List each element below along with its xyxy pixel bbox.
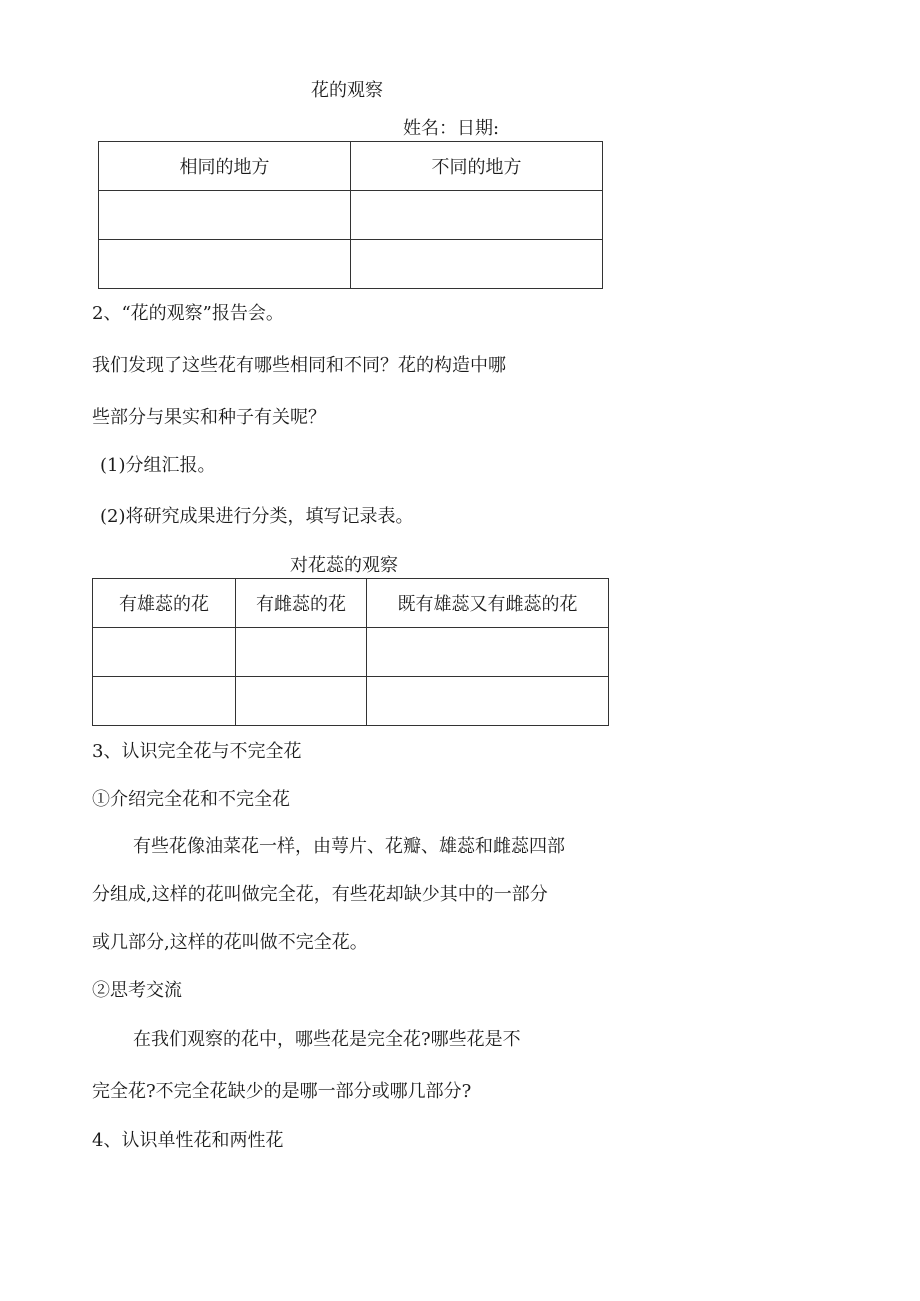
table-cell[interactable]: [93, 677, 236, 726]
header-different: 不同的地方: [351, 142, 603, 191]
header-stamen-flower: 有雄蕊的花: [93, 579, 236, 628]
table-cell[interactable]: [99, 240, 351, 289]
paragraph2-line1: 在我们观察的花中，哪些花是完全花?哪些花是不: [133, 1029, 521, 1050]
header-same: 相同的地方: [99, 142, 351, 191]
section3-heading: 3、认识完全花与不完全花: [92, 741, 302, 762]
paragraph1-line2: 分组成,这样的花叫做完全花，有些花却缺少其中的一部分: [92, 884, 548, 905]
subsection-intro: ①介绍完全花和不完全花: [92, 789, 290, 810]
table-header-row: [93, 579, 609, 628]
section2-heading: 2、“花的观察”报告会。: [92, 303, 284, 324]
table1-title: 花的观察: [311, 80, 383, 101]
name-date-label: 姓名：日期:: [403, 118, 500, 139]
step-2: (2)将研究成果进行分类，填写记录表。: [100, 506, 414, 527]
paragraph1-line3: 或几部分,这样的花叫做不完全花。: [92, 932, 368, 953]
table-header-row: [99, 142, 603, 191]
pistil-stamen-table: [92, 578, 609, 726]
table-cell[interactable]: [236, 677, 367, 726]
table-cell[interactable]: [99, 191, 351, 240]
table-row: [93, 677, 609, 726]
header-both-flower: 既有雄蕊又有雌蕊的花: [367, 579, 609, 628]
table-cell[interactable]: [93, 628, 236, 677]
table2-title: 对花蕊的观察: [290, 555, 398, 576]
question-line-1: 我们发现了这些花有哪些相同和不同？花的构造中哪: [92, 355, 506, 376]
table-row: [93, 628, 609, 677]
table-row: [99, 240, 603, 289]
section4-heading: 4、认识单性花和两性花: [92, 1130, 284, 1151]
paragraph2-line2: 完全花?不完全花缺少的是哪一部分或哪几部分?: [92, 1081, 472, 1102]
table-cell[interactable]: [236, 628, 367, 677]
table-cell[interactable]: [367, 677, 609, 726]
table-cell[interactable]: [367, 628, 609, 677]
question-line-2: 些部分与果实和种子有关呢？: [92, 407, 326, 428]
table-cell[interactable]: [351, 191, 603, 240]
step-1: (1)分组汇报。: [100, 455, 216, 476]
table-cell[interactable]: [351, 240, 603, 289]
similarities-differences-table: [98, 141, 603, 289]
subsection-think: ②思考交流: [92, 980, 182, 1001]
paragraph1-line1: 有些花像油菜花一样，由萼片、花瓣、雄蕊和雌蕊四部: [133, 836, 565, 857]
header-pistil-flower: 有雌蕊的花: [236, 579, 367, 628]
table-row: [99, 191, 603, 240]
